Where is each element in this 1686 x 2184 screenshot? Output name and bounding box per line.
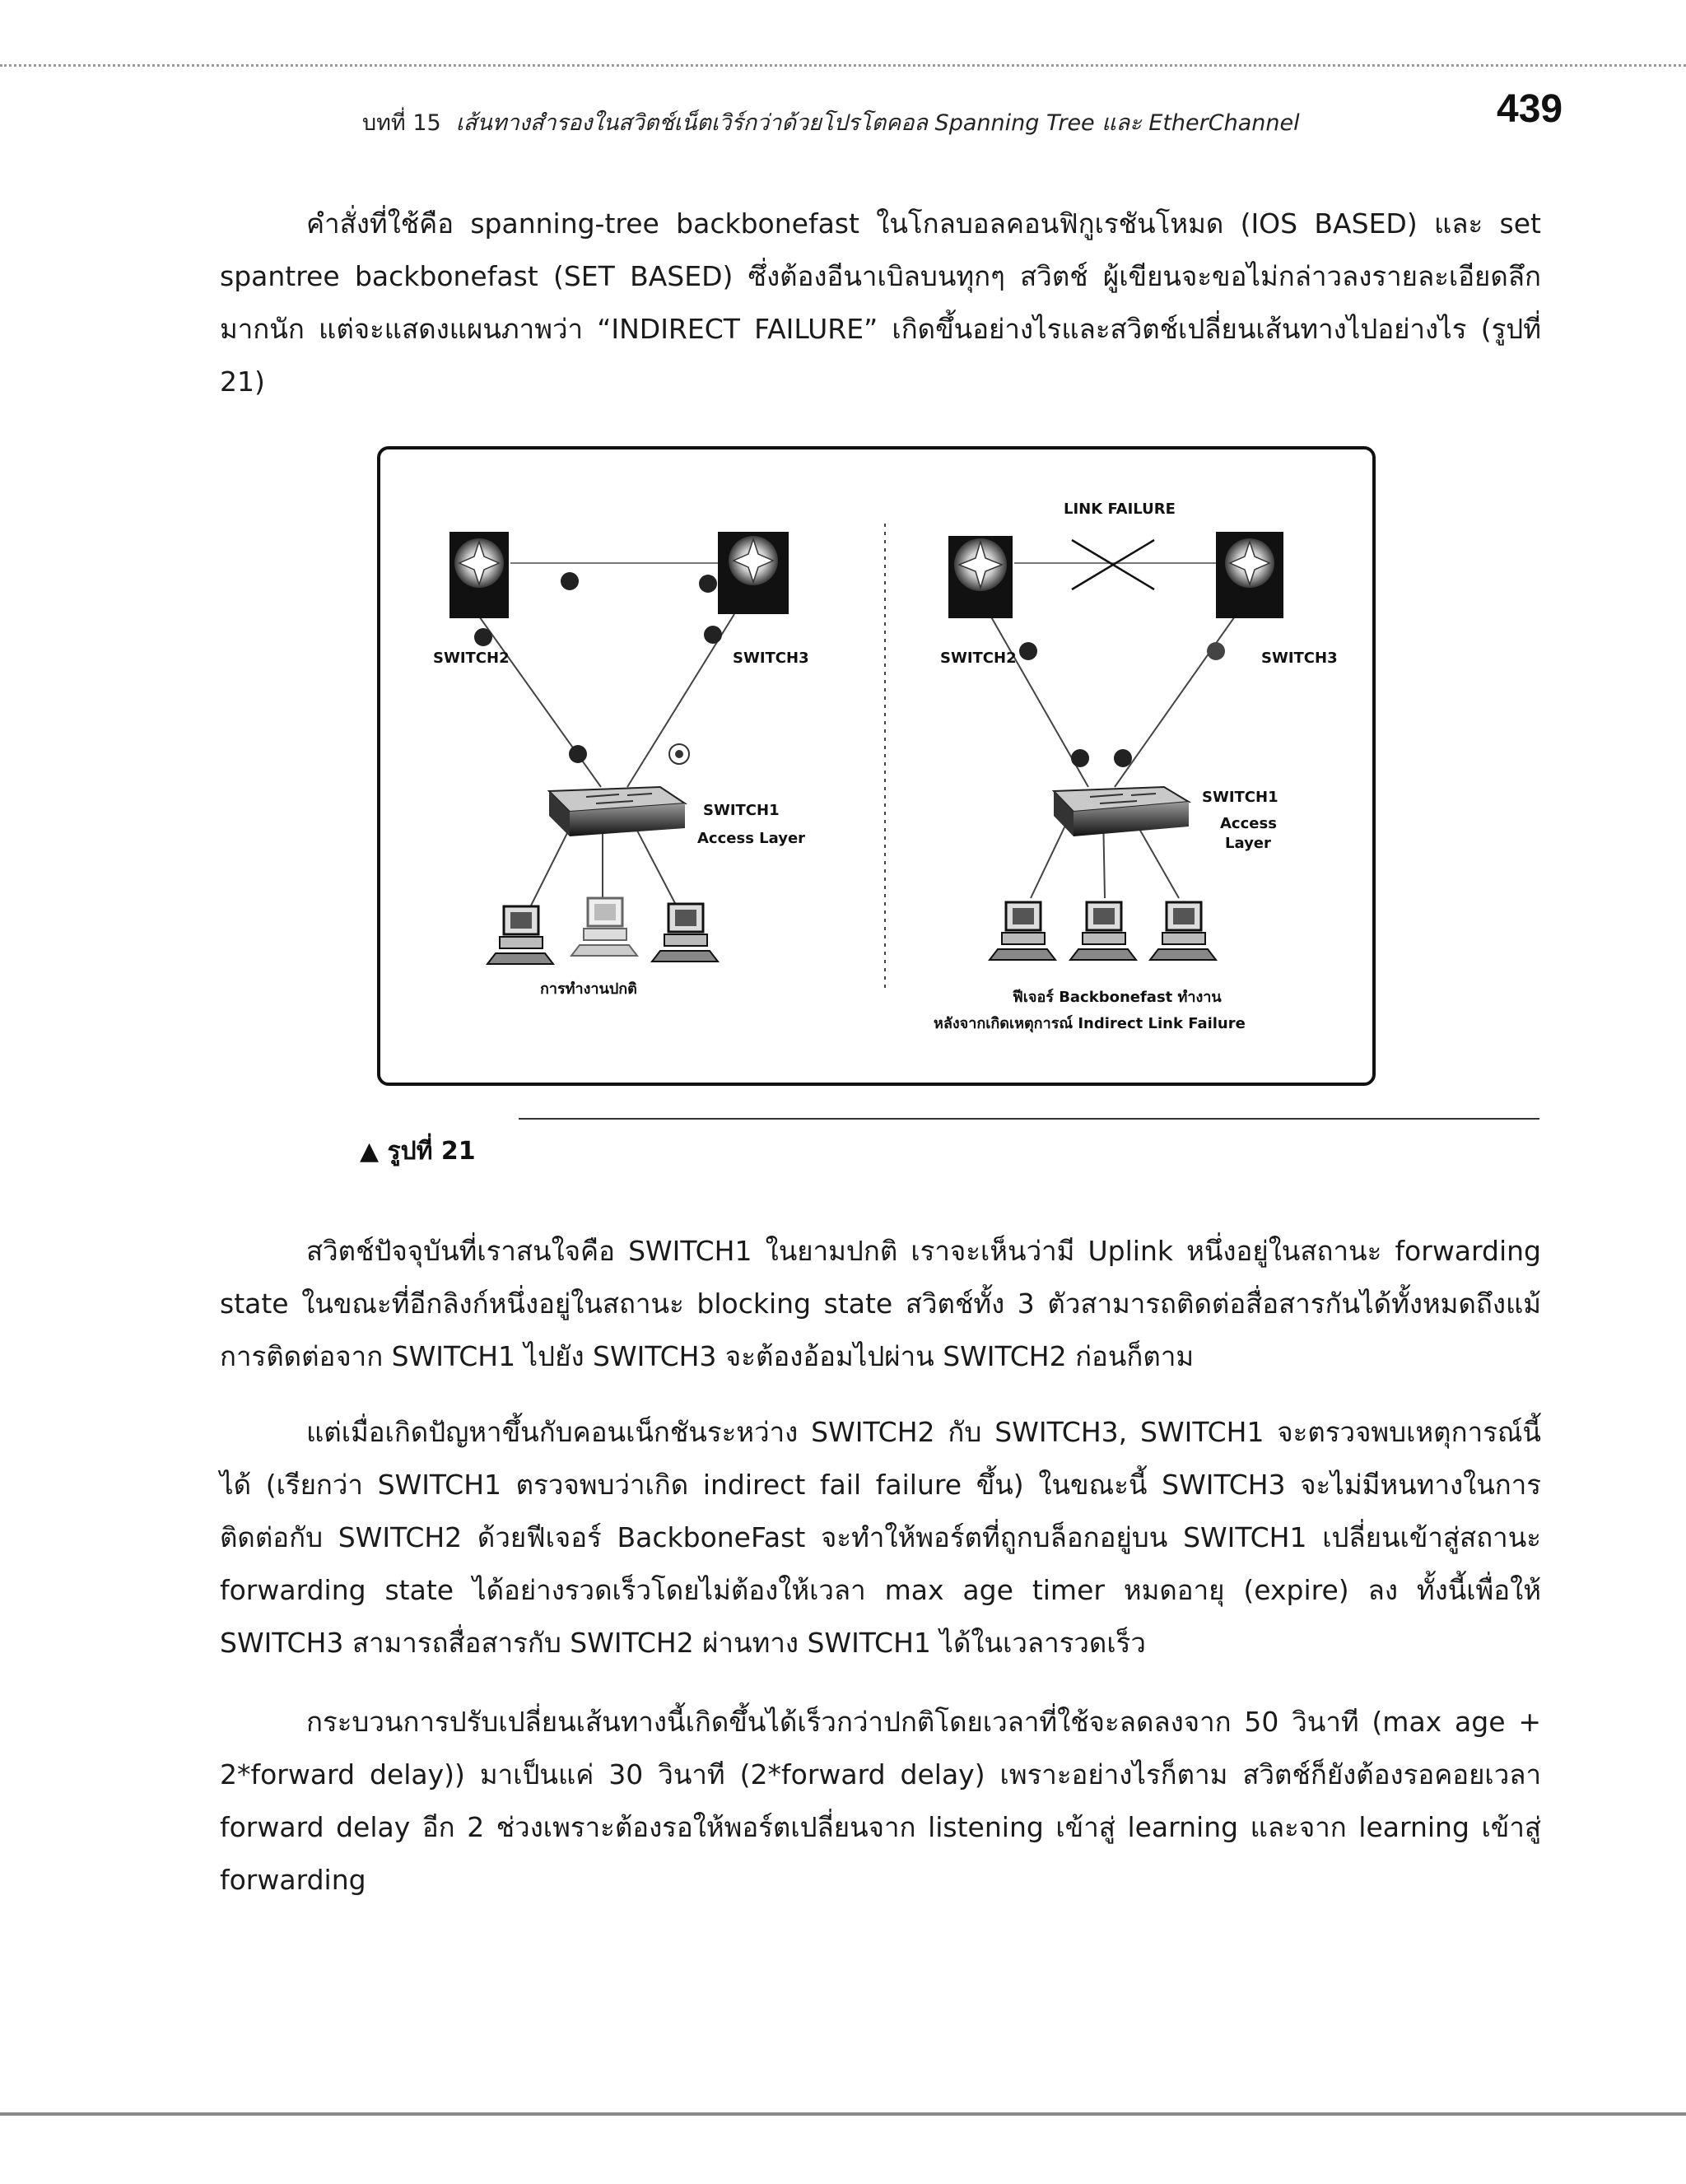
pc-left-3 <box>652 904 718 962</box>
bottom-scan-border <box>0 2112 1686 2116</box>
caption-rule <box>519 1118 1539 1120</box>
right-panel <box>948 532 1283 960</box>
switch3-right <box>1216 532 1283 618</box>
caption-normal-operation: การทำงานปกติ <box>540 980 637 998</box>
paragraph-convergence-time: กระบวนการปรับเปลี่ยนเส้นทางนี้เกิดขึ้นได้เร็วกว่าปกติโดยเวลาที่ใช้จะลดลงจาก 50 วินาที (max age + 2*forward delay)) มาเป็นแค่ 30 วินาที (2*forward delay) เพราะอย่างไรก็ตาม สวิตช์ก็ยังต้องรอคอยเวลา forward delay อีก 2 ช่วงเพราะต้องรอให้พอร์ตเปลี่ยนจาก listening เข้าสู่ learning และจาก learning เข้าสู่ forwarding <box>220 1706 1541 1896</box>
switch1-right <box>1054 787 1189 836</box>
pc-left-1 <box>487 906 553 964</box>
port-dot <box>1071 749 1089 767</box>
label-switch2-left: SWITCH2 <box>433 650 510 667</box>
port-dot <box>474 628 492 646</box>
page-number: 439 <box>1497 87 1563 131</box>
chapter-title: เส้นทางสำรองในสวิตช์เน็ตเวิร์กว่าด้วยโปรโตคอล Spanning Tree และ EtherChannel <box>455 109 1300 136</box>
pc-right-3 <box>1150 902 1216 960</box>
pc-right-2 <box>1070 902 1136 960</box>
switch3-left <box>718 532 789 614</box>
port-dot <box>699 575 717 593</box>
switch2-right <box>948 536 1013 618</box>
figure-caption <box>360 1132 476 1171</box>
figure-caption-text: รูปที่ 21 <box>387 1137 476 1166</box>
paragraph-normal-state: สวิตช์ปัจจุบันที่เราสนใจคือ SWITCH1 ในยามปกติ เราจะเห็นว่ามี Uplink หนึ่งอยู่ในสถานะ forwarding state ในขณะที่อีกลิงก์หนึ่งอยู่ในสถานะ blocking state สวิตช์ทั้ง 3 ตัวสามารถติดต่อสื่อสารกันได้ทั้งหมดถึงแม้การติดต่อจาก SWITCH1 ไปยัง SWITCH3 จะต้องอ้อมไปผ่าน SWITCH2 ก่อนก็ตาม <box>220 1235 1541 1372</box>
paragraph-indirect-failure: แต่เมื่อเกิดปัญหาขึ้นกับคอนเน็กชันระหว่าง SWITCH2 กับ SWITCH3, SWITCH1 จะตรวจพบเหตุการณ์นี้ได้ (เรียกว่า SWITCH1 ตรวจพบว่าเกิด indirect fail failure ขึ้น) ในขณะนี้ SWITCH3 จะไม่มีหนทางในการติดต่อกับ SWITCH2 ด้วยฟีเจอร์ BackboneFast จะทำให้พอร์ตที่ถูกบล็อกอยู่บน SWITCH1 เปลี่ยนเข้าสู่สถานะ forwarding state ได้อย่างรวดเร็วโดยไม่ต้องให้เวลา max age timer หมดอายุ (expire) ลง ทั้งนี้เพื่อให้ SWITCH3 สามารถสื่อสารกับ SWITCH2 ผ่านทาง SWITCH1 ได้ในเวลารวดเร็ว <box>220 1416 1541 1659</box>
label-switch1-left: SWITCH1 <box>703 802 780 819</box>
network-diagram <box>380 449 1372 1083</box>
link-sw3-sw1 <box>1115 614 1237 787</box>
port-dot <box>561 572 579 590</box>
port-dot <box>1019 642 1037 660</box>
switch2-left <box>449 532 509 618</box>
switch1-left <box>549 787 685 836</box>
pc-right-1 <box>990 902 1055 960</box>
port-dot <box>704 626 722 644</box>
label-layer-right: Layer <box>1225 835 1271 852</box>
label-access-right: Access <box>1220 815 1277 832</box>
label-switch2-right: SWITCH2 <box>940 650 1017 667</box>
figure-21-diagram <box>377 446 1376 1086</box>
caption-backbonefast-2: หลังจากเกิดเหตุการณ์ Indirect Link Failure <box>934 1015 1246 1032</box>
caption-backbonefast-1: ฟีเจอร์ Backbonefast ทำงาน <box>1013 989 1222 1006</box>
port-dot <box>1207 642 1225 660</box>
port-dot <box>569 745 587 763</box>
left-panel <box>449 532 789 964</box>
label-access-layer-left: Access Layer <box>697 830 806 847</box>
port-dot <box>1114 749 1132 767</box>
chapter-number: บทที่ 15 <box>362 109 441 136</box>
label-switch3-right: SWITCH3 <box>1261 650 1338 667</box>
label-switch1-right: SWITCH1 <box>1202 789 1278 806</box>
label-switch3-left: SWITCH3 <box>733 650 809 667</box>
label-link-failure: LINK FAILURE <box>1064 501 1176 518</box>
caption-triangle-icon: ▲ <box>360 1137 380 1166</box>
top-scan-border <box>0 64 1686 67</box>
running-header <box>362 97 1564 147</box>
pc-left-2 <box>571 898 637 956</box>
paragraph-intro: คำสั่งที่ใช้คือ spanning-tree backbonefast ในโกลบอลคอนฟิกูเรชันโหมด (IOS BASED) และ set spantree backbonefast (SET BASED) ซึ่งต้องอีนาเบิลบนทุกๆ สวิตช์ ผู้เขียนจะขอไม่กล่าวลงรายละเอียดลึกมากนัก แต่จะแสดงแผนภาพว่า “INDIRECT FAILURE” เกิดขึ้นอย่างไรและสวิตช์เปลี่ยนเส้นทางไปอย่างไร (รูปที่ 21) <box>220 207 1541 398</box>
